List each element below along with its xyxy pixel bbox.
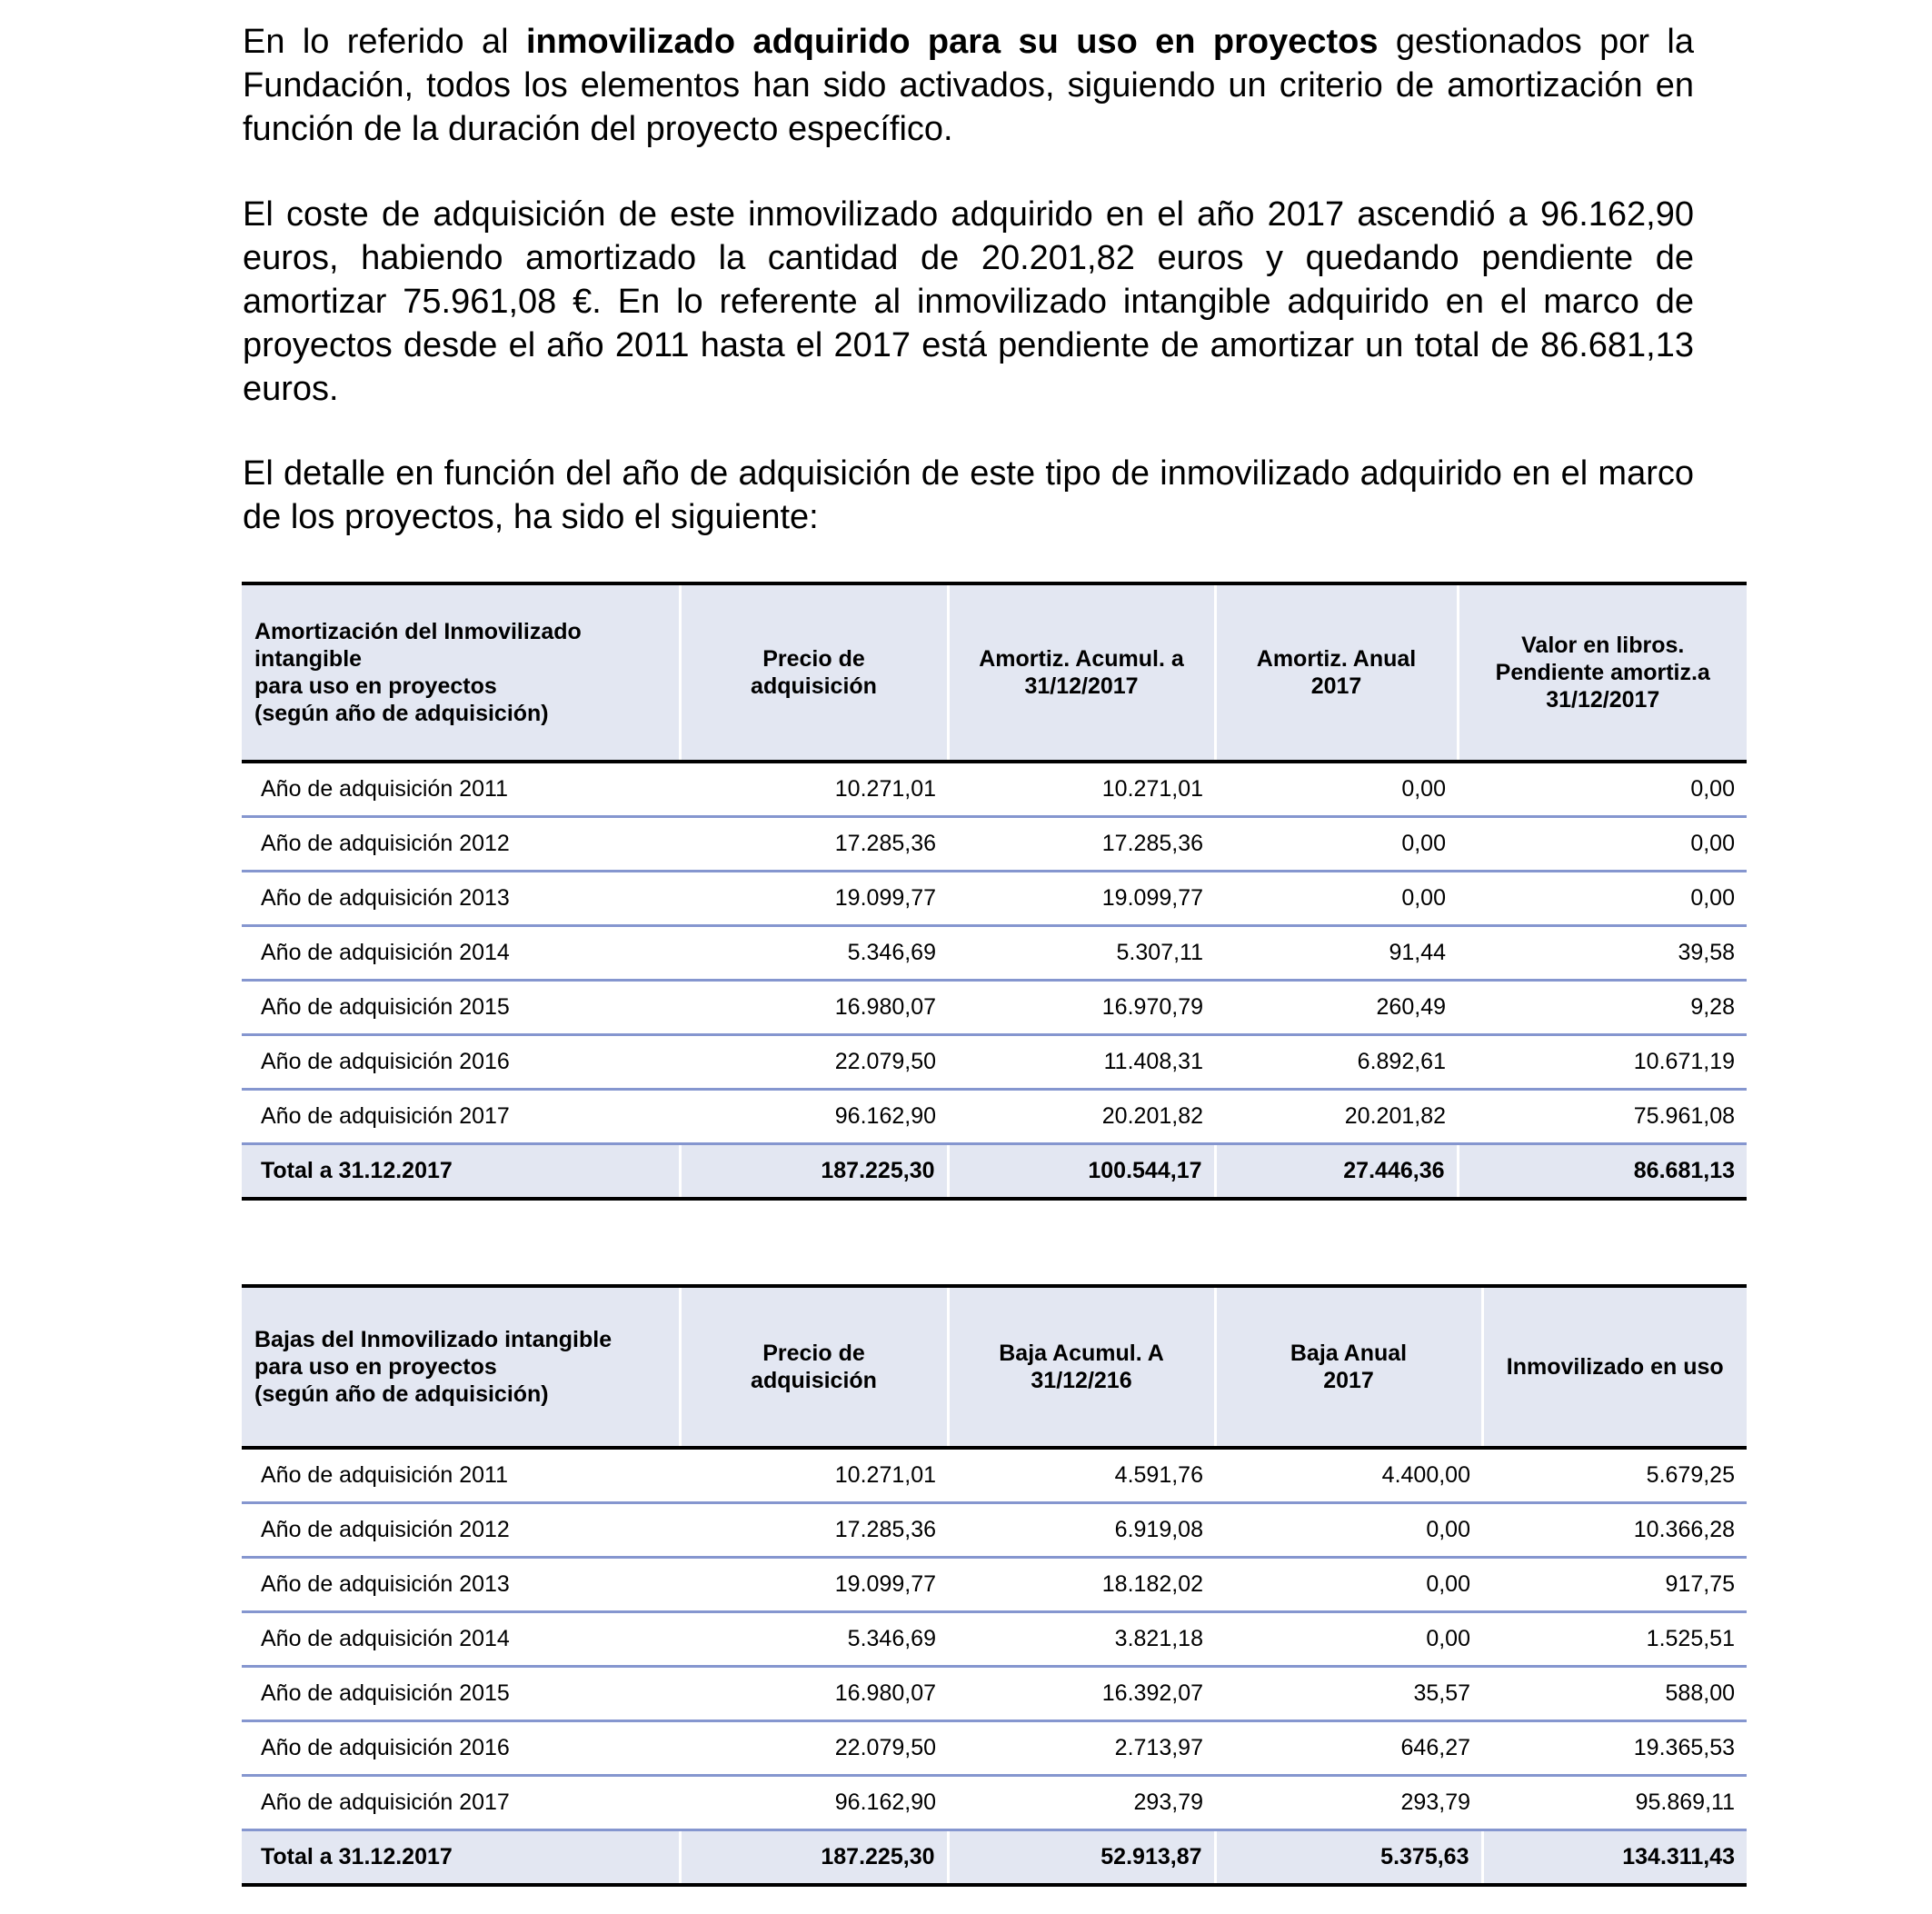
column-header-line: Precio de — [762, 646, 865, 672]
table-row — [242, 1090, 1747, 1144]
column-header-line: para uso en proyectos — [254, 673, 497, 699]
value-cell: 10.366,28 — [1482, 1503, 1747, 1558]
amortizacion-table — [242, 582, 1747, 1201]
value-cell: 91,44 — [1215, 926, 1458, 981]
paragraph-detalle: El detalle en función del año de adquisición de este tipo de inmovilizado adquirido en el marco de los proyectos, ha sido el siguiente: — [243, 454, 1694, 536]
row-label: Año de adquisición 2015 — [242, 1667, 680, 1721]
table-row — [242, 1035, 1747, 1090]
total-value: 52.913,87 — [948, 1830, 1215, 1886]
table-row — [242, 1558, 1747, 1612]
column-header — [948, 1286, 1215, 1448]
value-cell: 19.365,53 — [1482, 1721, 1747, 1776]
column-header-line: adquisición — [751, 673, 877, 699]
row-label: Año de adquisición 2012 — [242, 817, 680, 872]
table-row — [242, 1448, 1747, 1503]
value-cell: 0,00 — [1215, 817, 1458, 872]
table-row — [242, 872, 1747, 926]
column-header-line: adquisición — [751, 1368, 877, 1393]
column-header-line: Bajas del Inmovilizado intangible — [254, 1327, 612, 1352]
column-header — [680, 583, 948, 762]
value-cell: 19.099,77 — [680, 1558, 948, 1612]
total-value: 134.311,43 — [1482, 1830, 1747, 1886]
value-cell: 0,00 — [1458, 872, 1747, 926]
total-value: 27.446,36 — [1215, 1144, 1458, 1200]
row-label: Año de adquisición 2017 — [242, 1776, 680, 1830]
column-header-line: 2017 — [1310, 673, 1362, 699]
value-cell: 0,00 — [1215, 762, 1458, 817]
paragraph-coste-adquisicion: El coste de adquisición de este inmovilizado adquirido en el año 2017 ascendió a 96.162,90 euros, habiendo amortizado la cantidad de 20.201,82 euros y quedando pendiente de amortizar 75.961,08 €. En lo referente al inmovilizado intangible adquirido en el marco de proyectos desde el año 2011 hasta el 2017 está pendiente de amortizar un total de 86.681,13 euros. — [243, 195, 1694, 408]
total-row — [242, 1144, 1747, 1200]
value-cell: 16.392,07 — [948, 1667, 1215, 1721]
table-row — [242, 817, 1747, 872]
column-header-line: Amortiz. Anual — [1256, 646, 1417, 672]
value-cell: 16.980,07 — [680, 981, 948, 1035]
column-header — [1215, 1286, 1482, 1448]
row-label: Año de adquisición 2014 — [242, 1612, 680, 1667]
row-label: Año de adquisición 2015 — [242, 981, 680, 1035]
value-cell: 0,00 — [1458, 817, 1747, 872]
value-cell: 5.346,69 — [680, 926, 948, 981]
table-row — [242, 1776, 1747, 1830]
value-cell: 10.671,19 — [1458, 1035, 1747, 1090]
column-header-line: (según año de adquisición) — [254, 701, 549, 726]
value-cell: 19.099,77 — [948, 872, 1215, 926]
value-cell: 96.162,90 — [680, 1090, 948, 1144]
column-header — [242, 1286, 680, 1448]
column-header-line: 2017 — [1323, 1368, 1374, 1393]
header-row — [242, 583, 1747, 762]
value-cell: 19.099,77 — [680, 872, 948, 926]
bajas-table — [242, 1284, 1747, 1887]
header-row — [242, 1286, 1747, 1448]
total-value: 187.225,30 — [680, 1830, 948, 1886]
column-header-line: Inmovilizado en uso — [1506, 1354, 1724, 1380]
value-cell: 4.591,76 — [948, 1448, 1215, 1503]
value-cell: 10.271,01 — [680, 1448, 948, 1503]
total-value: 100.544,17 — [948, 1144, 1215, 1200]
column-header-line: 31/12/2017 — [1546, 687, 1660, 713]
value-cell: 39,58 — [1458, 926, 1747, 981]
paragraph-1-rest: gestionados por la Fundación, todos los elementos han sido activados, siguiendo un criterio de amortización en función de la duración del proyecto específico. — [243, 23, 1694, 148]
value-cell: 0,00 — [1458, 762, 1747, 817]
row-label: Año de adquisición 2013 — [242, 872, 680, 926]
value-cell: 0,00 — [1215, 1503, 1482, 1558]
column-header-line: 31/12/2017 — [1024, 673, 1139, 699]
paragraph-1-intro: En lo referido al — [243, 23, 526, 61]
column-header-line: Baja Anual — [1290, 1341, 1408, 1366]
value-cell: 0,00 — [1215, 1612, 1482, 1667]
value-cell: 16.980,07 — [680, 1667, 948, 1721]
row-label: Año de adquisición 2011 — [242, 1448, 680, 1503]
column-header-line: Amortización del Inmovilizado — [254, 619, 582, 644]
column-header-line: Amortiz. Acumul. a — [979, 646, 1184, 672]
row-label: Año de adquisición 2017 — [242, 1090, 680, 1144]
column-header — [948, 583, 1215, 762]
table-row — [242, 762, 1747, 817]
value-cell: 4.400,00 — [1215, 1448, 1482, 1503]
total-value: 187.225,30 — [680, 1144, 948, 1200]
column-header-line: Baja Acumul. A — [999, 1341, 1164, 1366]
column-header — [1215, 583, 1458, 762]
column-header-line: (según año de adquisición) — [254, 1381, 549, 1407]
value-cell: 10.271,01 — [948, 762, 1215, 817]
table-row — [242, 1667, 1747, 1721]
column-header — [242, 583, 680, 762]
column-header — [680, 1286, 948, 1448]
value-cell: 260,49 — [1215, 981, 1458, 1035]
value-cell: 22.079,50 — [680, 1721, 948, 1776]
value-cell: 293,79 — [948, 1776, 1215, 1830]
value-cell: 588,00 — [1482, 1667, 1747, 1721]
value-cell: 6.892,61 — [1215, 1035, 1458, 1090]
column-header-line: intangible — [254, 646, 363, 672]
value-cell: 646,27 — [1215, 1721, 1482, 1776]
row-label: Año de adquisición 2016 — [242, 1721, 680, 1776]
value-cell: 11.408,31 — [948, 1035, 1215, 1090]
column-header-line: Valor en libros. — [1521, 633, 1685, 658]
value-cell: 917,75 — [1482, 1558, 1747, 1612]
table-row — [242, 981, 1747, 1035]
value-cell: 9,28 — [1458, 981, 1747, 1035]
total-value: 86.681,13 — [1458, 1144, 1747, 1200]
value-cell: 95.869,11 — [1482, 1776, 1747, 1830]
value-cell: 18.182,02 — [948, 1558, 1215, 1612]
total-label: Total a 31.12.2017 — [242, 1830, 680, 1886]
value-cell: 5.679,25 — [1482, 1448, 1747, 1503]
value-cell: 5.346,69 — [680, 1612, 948, 1667]
value-cell: 20.201,82 — [948, 1090, 1215, 1144]
table-row — [242, 926, 1747, 981]
row-label: Año de adquisición 2013 — [242, 1558, 680, 1612]
table-row — [242, 1721, 1747, 1776]
value-cell: 17.285,36 — [680, 1503, 948, 1558]
value-cell: 75.961,08 — [1458, 1090, 1747, 1144]
paragraph-1-bold: inmovilizado adquirido para su uso en proyectos — [525, 23, 1379, 61]
value-cell: 17.285,36 — [948, 817, 1215, 872]
paragraph-inmovilizado-proyectos — [243, 20, 1694, 151]
value-cell: 3.821,18 — [948, 1612, 1215, 1667]
value-cell: 5.307,11 — [948, 926, 1215, 981]
total-row — [242, 1830, 1747, 1886]
column-header-line: para uso en proyectos — [254, 1354, 497, 1380]
value-cell: 10.271,01 — [680, 762, 948, 817]
value-cell: 2.713,97 — [948, 1721, 1215, 1776]
row-label: Año de adquisición 2016 — [242, 1035, 680, 1090]
value-cell: 96.162,90 — [680, 1776, 948, 1830]
table-row — [242, 1612, 1747, 1667]
value-cell: 20.201,82 — [1215, 1090, 1458, 1144]
column-header-line: Pendiente amortiz.a — [1495, 660, 1710, 685]
total-label: Total a 31.12.2017 — [242, 1144, 680, 1200]
value-cell: 1.525,51 — [1482, 1612, 1747, 1667]
value-cell: 0,00 — [1215, 1558, 1482, 1612]
column-header-line: Precio de — [762, 1341, 865, 1366]
value-cell: 293,79 — [1215, 1776, 1482, 1830]
value-cell: 0,00 — [1215, 872, 1458, 926]
value-cell: 6.919,08 — [948, 1503, 1215, 1558]
total-value: 5.375,63 — [1215, 1830, 1482, 1886]
column-header — [1458, 583, 1747, 762]
column-header — [1482, 1286, 1747, 1448]
row-label: Año de adquisición 2012 — [242, 1503, 680, 1558]
value-cell: 16.970,79 — [948, 981, 1215, 1035]
row-label: Año de adquisición 2014 — [242, 926, 680, 981]
value-cell: 17.285,36 — [680, 817, 948, 872]
table-row — [242, 1503, 1747, 1558]
row-label: Año de adquisición 2011 — [242, 762, 680, 817]
column-header-line: 31/12/216 — [1031, 1368, 1132, 1393]
value-cell: 35,57 — [1215, 1667, 1482, 1721]
value-cell: 22.079,50 — [680, 1035, 948, 1090]
